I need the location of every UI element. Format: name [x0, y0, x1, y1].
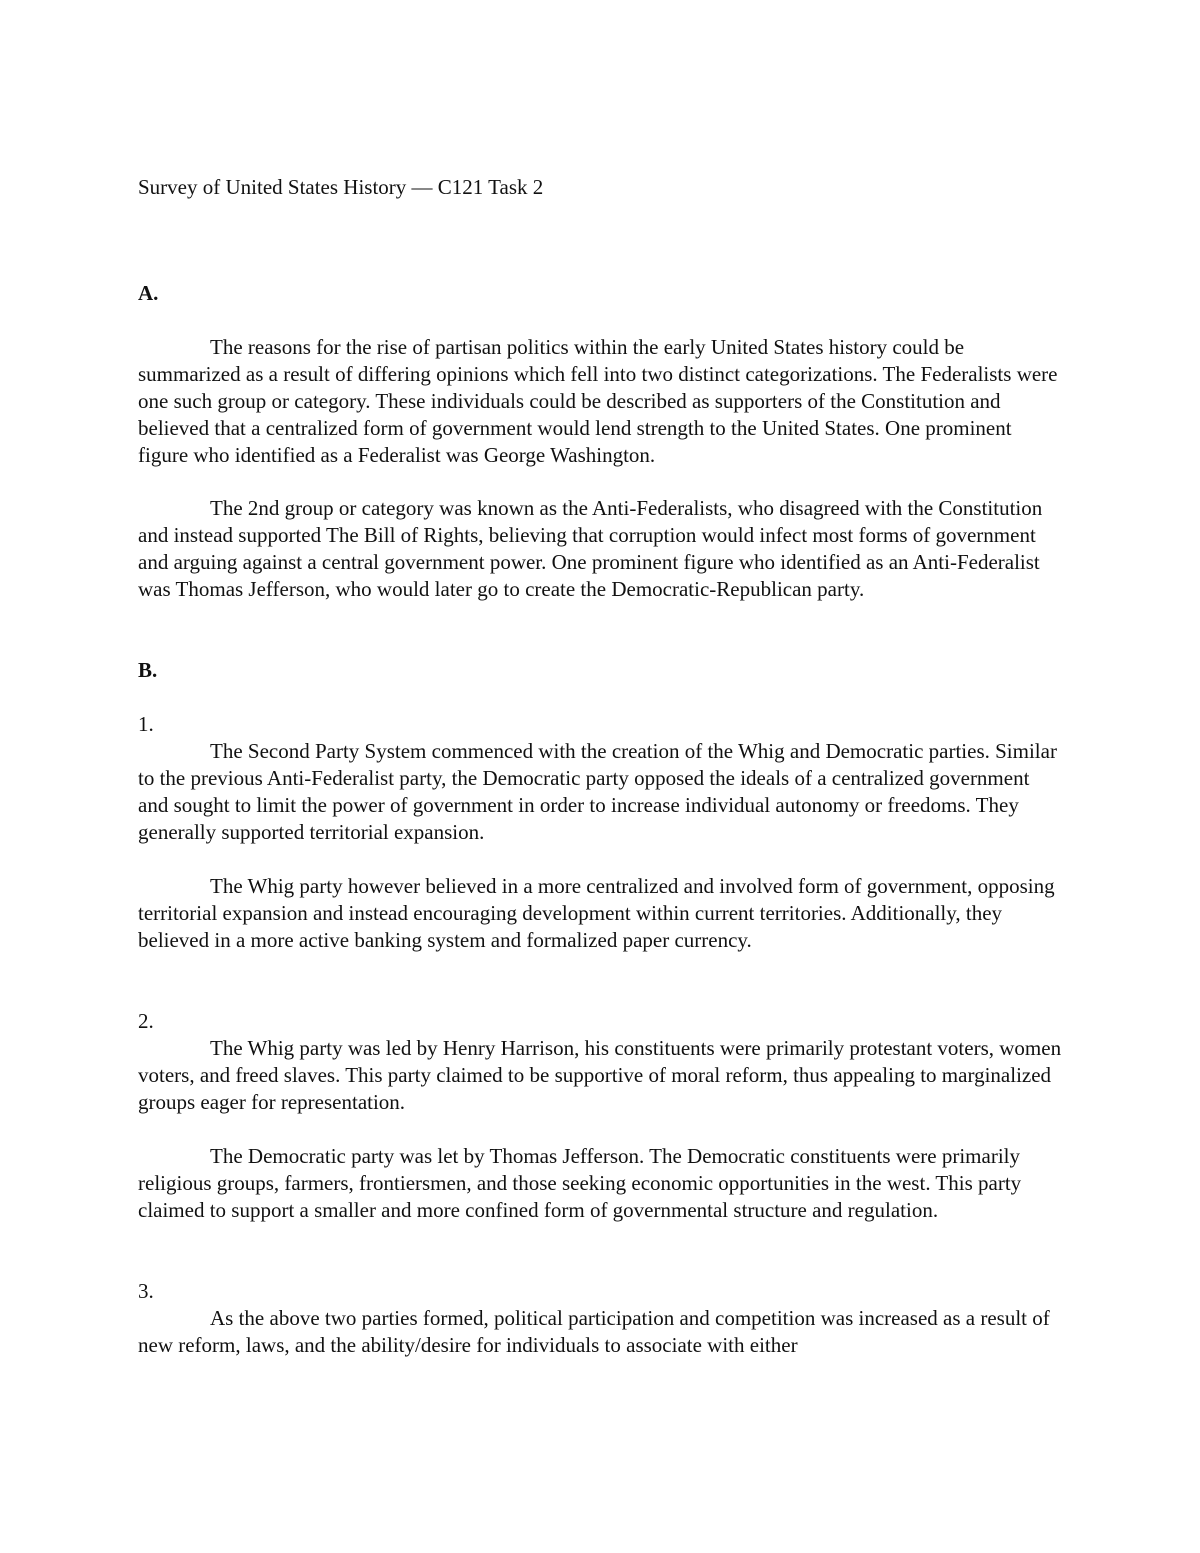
section-b-item-3-number: 3. — [138, 1279, 154, 1303]
document-title: Survey of United States History — C121 Task 2 — [138, 175, 544, 199]
section-a-paragraph-2: The 2nd group or category was known as the Anti-Federalists, who disagreed with the Constitution and instead supported The Bill of Rights, believing that corruption would infect most forms of government and arguing against a central government power. One prominent figure who identified as an Anti-Federalist was Thomas Jefferson, who would later go to create the Democratic-Republican party. — [138, 496, 1043, 601]
section-b-item-2-paragraph-1: The Whig party was led by Henry Harrison, his constituents were primarily protestant voters, women voters, and freed slaves. This party claimed to be supportive of moral reform, thus appealing to marginalized groups eager for representation. — [138, 1036, 1062, 1114]
section-b-item-1-paragraph-1: The Second Party System commenced with the creation of the Whig and Democratic parties. Similar to the previous Anti-Federalist party, the Democratic party opposed the ideals of a centralized government and sought to limit the power of government in order to increase individual autonomy or freedoms. They generally supported territorial expansion. — [138, 739, 1057, 844]
section-a-paragraph-1: The reasons for the rise of partisan politics within the early United States history could be summarized as a result of differing opinions which fell into two distinct categorizations. The Federalists were one such group or category. These individuals could be described as supporters of the Constitution and believed that a centralized form of government would lend strength to the United States. One prominent figure who identified as a Federalist was George Washington. — [138, 335, 1058, 467]
section-b-item-1-paragraph-2: The Whig party however believed in a more centralized and involved form of government, opposing territorial expansion and instead encouraging development within current territories. Additionally, they believed in a more active banking system and formalized paper currency. — [138, 874, 1055, 952]
section-b-item-1-number: 1. — [138, 712, 154, 736]
section-b-item-2-paragraph-2: The Democratic party was let by Thomas Jefferson. The Democratic constituents were primarily religious groups, farmers, frontiersmen, and those seeking economic opportunities in the west. This party claimed to support a smaller and more confined form of governmental structure and regulation. — [138, 1144, 1022, 1222]
section-b-item-2-number: 2. — [138, 1009, 154, 1033]
section-b-heading: B. — [138, 658, 158, 682]
section-b-item-3-paragraph-1: As the above two parties formed, political participation and competition was increased as a result of new reform, laws, and the ability/desire for individuals to associate with either — [138, 1306, 1050, 1357]
section-a-heading: A. — [138, 281, 159, 305]
